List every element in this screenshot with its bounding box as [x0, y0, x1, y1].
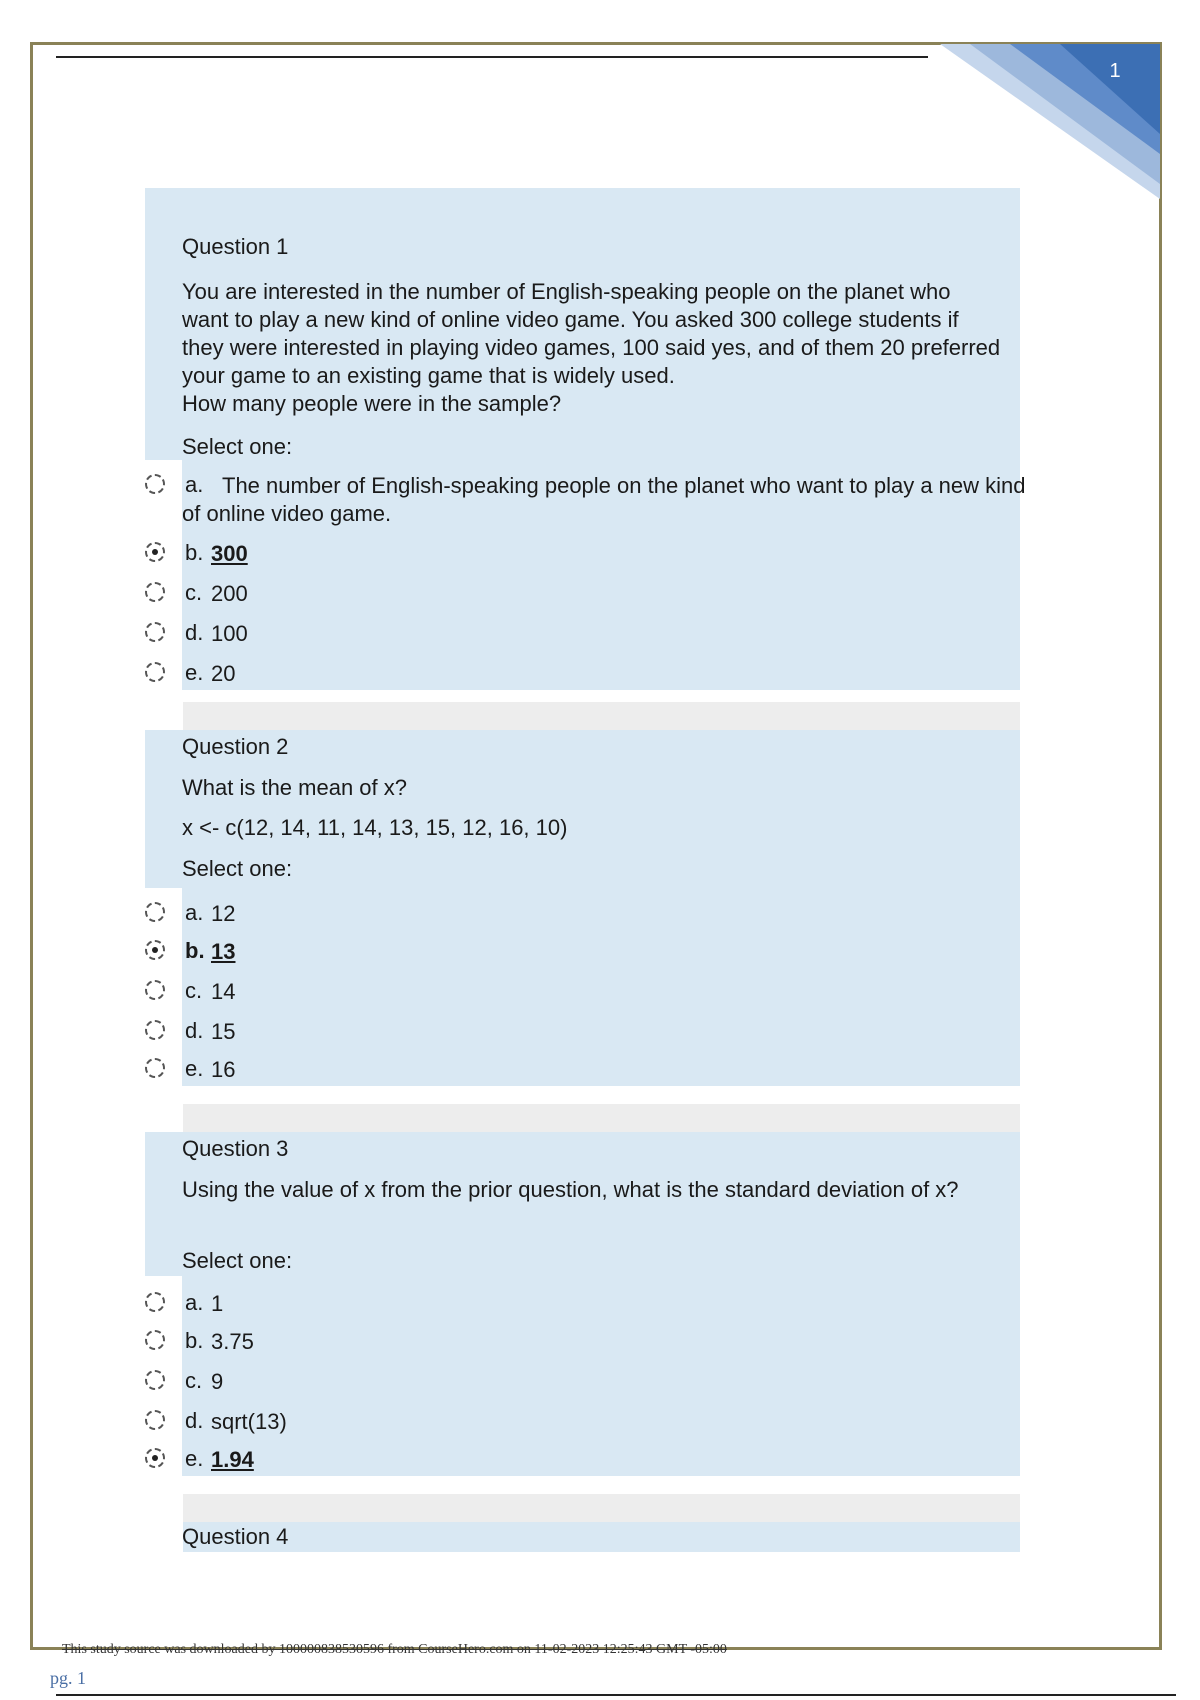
question-3-separator: [183, 1104, 1020, 1132]
option-letter: d.: [185, 620, 204, 645]
option-letter: e.: [185, 1056, 204, 1081]
option-text: 3.75: [211, 1329, 254, 1354]
option-letter: c.: [185, 1368, 203, 1393]
option-text: 15: [211, 1019, 236, 1044]
radio-button[interactable]: [145, 582, 165, 602]
option-letter: e.: [185, 1446, 204, 1471]
radio-button[interactable]: [145, 1370, 165, 1390]
radio-button-selected[interactable]: [145, 1448, 165, 1468]
question-2-separator: [183, 702, 1020, 730]
radio-button[interactable]: [145, 1410, 165, 1430]
option-text: 200: [211, 581, 248, 606]
option-letter: a.: [185, 900, 204, 925]
option-letter: e.: [185, 660, 204, 685]
question-3-option-b[interactable]: [145, 1326, 1020, 1360]
question-1-option-b[interactable]: [145, 538, 1020, 572]
question-1-option-e[interactable]: [145, 658, 1020, 692]
option-text: 9: [211, 1369, 224, 1394]
question-1-text: You are interested in the number of English-speaking people on the planet who want to play a new kind of online video game. You asked 300 college students if they were interested in playing video games, 100 said yes, and of them 20 preferred your game to an existing game that is widely used. How many people were in the sample?: [182, 279, 1001, 416]
radio-button[interactable]: [145, 1330, 165, 1350]
option-letter: d.: [185, 1408, 204, 1433]
question-4-separator: [183, 1494, 1020, 1522]
option-letter: b.: [185, 1328, 204, 1353]
footer-rule: [56, 1694, 1176, 1696]
radio-button[interactable]: [145, 980, 165, 1000]
question-3-text: Using the value of x from the prior question, what is the standard deviation of x?: [182, 1177, 959, 1202]
question-2-option-b[interactable]: [145, 936, 1020, 970]
question-2-option-c[interactable]: [145, 976, 1020, 1010]
download-notice: This study source was downloaded by 100000838530596 from CourseHero.com on 11-02-2023 12:25:43 GMT -05:00: [62, 1642, 727, 1657]
radio-button[interactable]: [145, 1292, 165, 1312]
question-3-option-e[interactable]: [145, 1444, 1020, 1478]
radio-button[interactable]: [145, 662, 165, 682]
question-4-heading: Question 4: [182, 1524, 289, 1549]
option-letter: a.: [185, 472, 204, 497]
radio-button[interactable]: [145, 902, 165, 922]
question-1-option-c[interactable]: [145, 578, 1020, 612]
radio-button[interactable]: [145, 1020, 165, 1040]
question-2-select-label: Select one:: [182, 856, 293, 881]
question-3-option-d[interactable]: [145, 1406, 1020, 1440]
option-text: 1: [211, 1291, 224, 1316]
option-text: 100: [211, 621, 248, 646]
option-letter: a.: [185, 1290, 204, 1315]
question-2-option-d[interactable]: [145, 1016, 1020, 1050]
option-text: The number of English-speaking people on the planet who want to play a new kind of online video game.: [182, 473, 1026, 526]
radio-button[interactable]: [145, 1058, 165, 1078]
question-1-option-d[interactable]: [145, 618, 1020, 652]
option-text: sqrt(13): [211, 1409, 287, 1434]
option-letter: c.: [185, 978, 203, 1003]
option-letter: b.: [185, 938, 205, 963]
radio-button-selected[interactable]: [145, 940, 165, 960]
radio-button-selected[interactable]: [145, 542, 165, 562]
question-3-option-c[interactable]: [145, 1366, 1020, 1400]
option-text: 16: [211, 1057, 236, 1082]
question-2-text: What is the mean of x?: [182, 775, 407, 800]
option-text: 13: [211, 939, 236, 964]
option-text: 1.94: [211, 1447, 254, 1472]
question-2-option-e[interactable]: [145, 1054, 1020, 1088]
option-letter: c.: [185, 580, 203, 605]
option-letter: b.: [185, 540, 204, 565]
option-letter: d.: [185, 1018, 204, 1043]
page-label: pg. 1: [50, 1668, 86, 1688]
page-number: 1: [1109, 60, 1121, 82]
option-text: 300: [211, 541, 248, 566]
header-rule: [56, 56, 928, 58]
question-1-option-a[interactable]: [145, 470, 1026, 530]
radio-button[interactable]: [145, 622, 165, 642]
option-text: 12: [211, 901, 236, 926]
question-2-option-a[interactable]: [145, 898, 1020, 932]
question-1-select-label: Select one:: [182, 434, 293, 459]
question-3-heading: Question 3: [182, 1136, 289, 1161]
option-text: 20: [211, 661, 236, 686]
question-1-heading: Question 1: [182, 234, 289, 259]
question-2-code: x <- c(12, 14, 11, 14, 13, 15, 12, 16, 10): [182, 815, 568, 840]
question-3-option-a[interactable]: [145, 1288, 1020, 1322]
option-text: 14: [211, 979, 236, 1004]
question-2-heading: Question 2: [182, 734, 289, 759]
question-3-select-label: Select one:: [182, 1248, 293, 1273]
question-4-panel: [183, 1522, 1020, 1552]
